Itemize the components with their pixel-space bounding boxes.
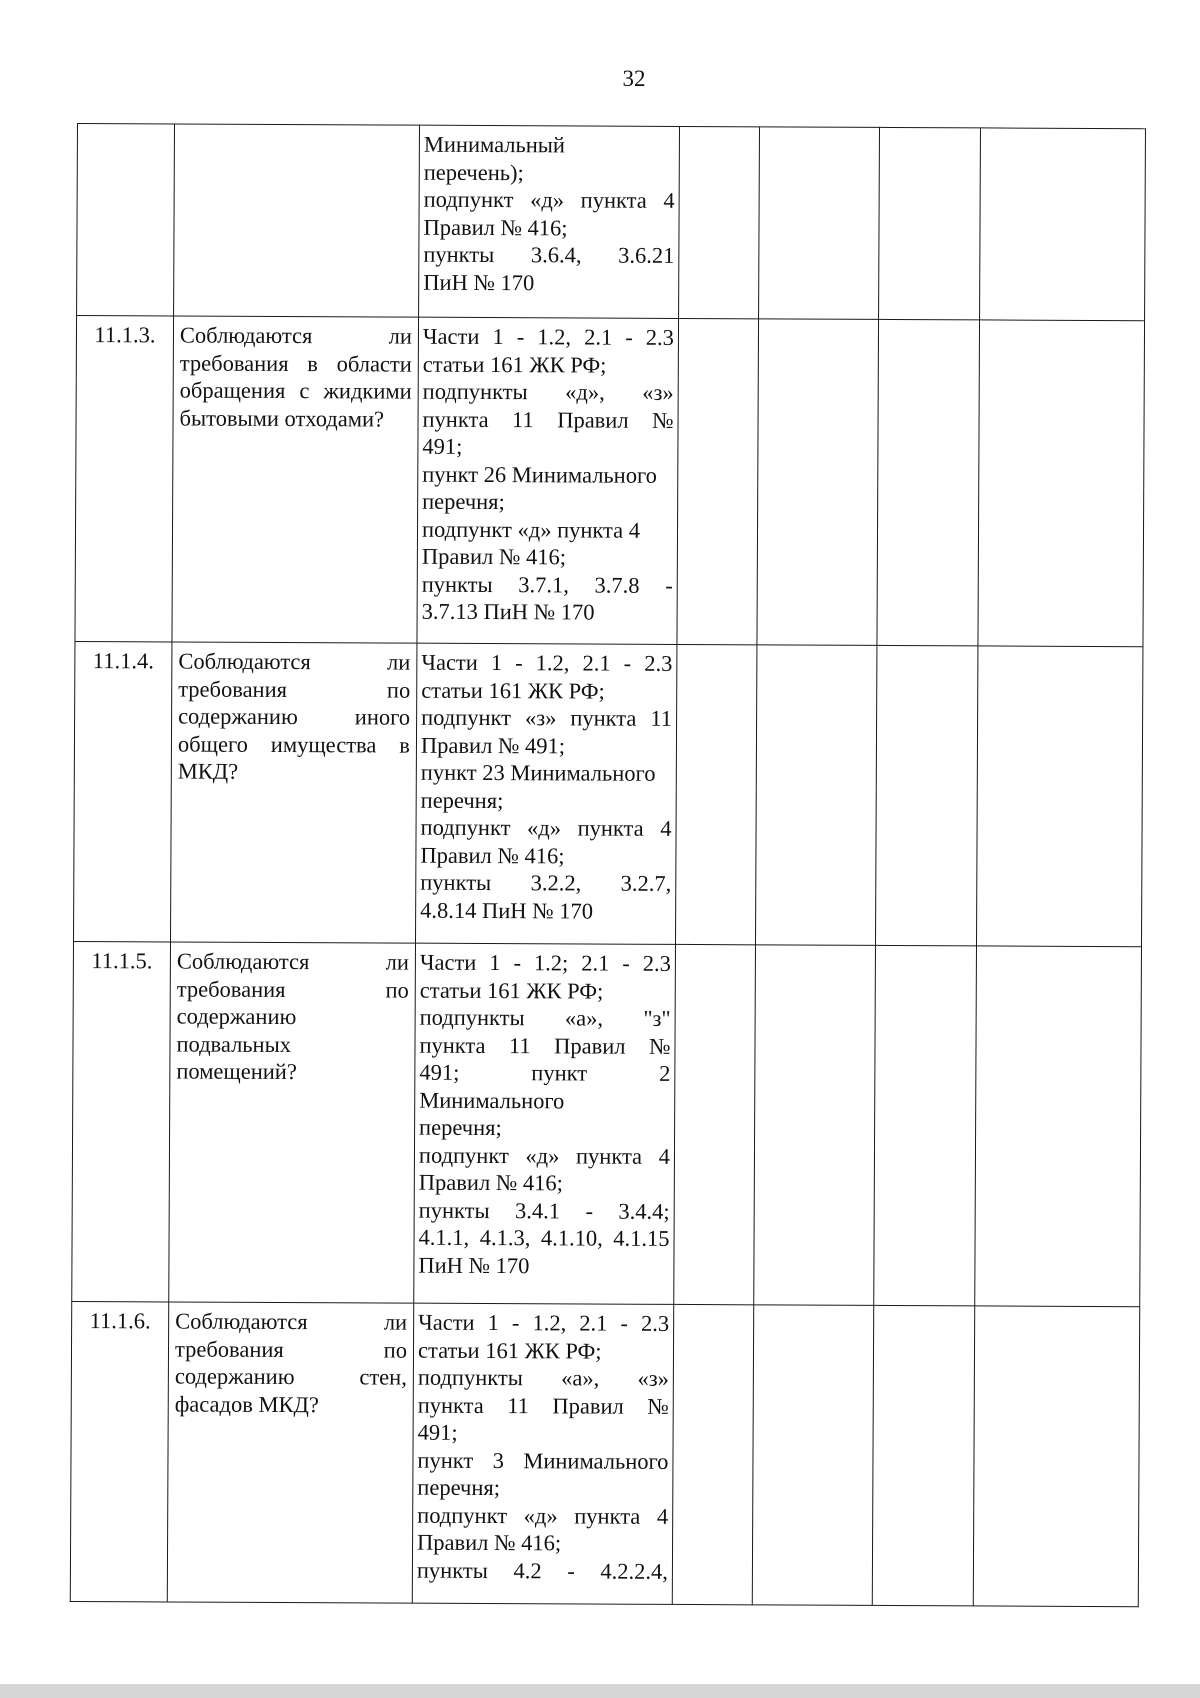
page-number: 32 bbox=[622, 66, 646, 91]
table-body bbox=[70, 124, 1145, 1607]
legal-basis-line: статьи 161 ЖК РФ; bbox=[422, 351, 607, 378]
legal-basis-line: Части 1 - 1.2, 2.1 - 2.3 bbox=[422, 323, 675, 350]
legal-basis-line: Части 1 - 1.2, 2.1 - 2.3 bbox=[421, 649, 673, 676]
empty-cell bbox=[872, 1305, 974, 1605]
legal-basis-line: пункты 3.4.1 - 3.4.4; bbox=[418, 1197, 670, 1224]
legal-basis-line: пункты 3.7.1, 3.7.8 - bbox=[421, 571, 673, 598]
legal-basis-line: Правил № 416; bbox=[421, 543, 567, 570]
empty-cell bbox=[679, 126, 760, 318]
item-number: 11.1.5. bbox=[72, 941, 171, 1301]
legal-basis-line: 491; bbox=[422, 433, 463, 459]
legal-basis-line: подпункт «д» пункта 4 bbox=[420, 814, 672, 841]
legal-basis bbox=[414, 943, 676, 1304]
empty-cell bbox=[978, 320, 1145, 647]
legal-basis-line: подпункты «д», «з» bbox=[422, 378, 674, 405]
legal-basis bbox=[417, 317, 679, 644]
empty-cell bbox=[754, 945, 876, 1306]
legal-basis-line: пункта 11 Правил № bbox=[417, 1392, 669, 1419]
empty-cell bbox=[874, 945, 977, 1305]
legal-basis bbox=[415, 643, 676, 944]
legal-basis-line: пункт 3 Минимального bbox=[417, 1447, 669, 1474]
legal-basis-line: 4.8.14 ПиН № 170 bbox=[420, 897, 594, 924]
item-number: 11.1.4. bbox=[74, 641, 172, 941]
table-row bbox=[70, 1301, 1139, 1606]
legal-basis-line: Правил № 491; bbox=[420, 732, 566, 758]
legal-basis-line: перечня; bbox=[419, 1114, 502, 1141]
legal-basis-line: 491; пункт 2 bbox=[419, 1059, 671, 1086]
legal-basis-line: Правил № 416; bbox=[423, 214, 568, 240]
empty-cell bbox=[875, 645, 977, 945]
legal-basis-line: перечня; bbox=[417, 1474, 501, 1501]
requirement-question: Соблюдаются ли требования по содержанию подвальных помещений? bbox=[169, 942, 416, 1303]
item-number bbox=[77, 124, 175, 316]
empty-cell bbox=[877, 319, 980, 645]
legal-basis-line: Части 1 - 1.2; 2.1 - 2.3 bbox=[419, 949, 671, 976]
empty-cell bbox=[755, 645, 876, 946]
legal-basis-line: подпункт «д» пункта 4 bbox=[423, 186, 675, 213]
legal-basis-line: 4.1.1, 4.1.3, 4.1.10, 4.1.15 bbox=[418, 1224, 670, 1251]
legal-basis-line: пункты 3.2.2, 3.2.7, bbox=[420, 869, 672, 896]
legal-basis-line: 491; bbox=[417, 1419, 458, 1445]
empty-cell bbox=[677, 318, 759, 644]
legal-basis-line: подпункт «д» пункта 4 bbox=[421, 516, 641, 543]
empty-cell bbox=[672, 1304, 753, 1604]
requirement-question: Соблюдаются ли требования по содержанию стен, фасадов МКД? bbox=[167, 1302, 413, 1603]
table-row bbox=[74, 641, 1143, 946]
legal-basis-line: Минимальный bbox=[423, 131, 566, 158]
legal-basis bbox=[419, 125, 680, 318]
legal-basis-line: Правил № 416; bbox=[420, 842, 565, 868]
legal-basis-line: пункт 26 Минимального bbox=[422, 461, 658, 488]
empty-cell bbox=[879, 127, 981, 319]
empty-cell bbox=[759, 127, 880, 320]
legal-basis-line: статьи 161 ЖК РФ; bbox=[421, 677, 605, 704]
requirement-question bbox=[174, 124, 420, 317]
legal-basis-line: пункты 3.6.4, 3.6.21 bbox=[423, 241, 675, 268]
legal-basis-line: Правил № 416; bbox=[417, 1529, 562, 1556]
item-number: 11.1.3. bbox=[75, 316, 174, 642]
empty-cell bbox=[752, 1305, 873, 1606]
legal-basis-line: перечня; bbox=[422, 488, 505, 515]
requirement-question: Соблюдаются ли требования в области обращения с жидкими бытовыми отходами? bbox=[172, 316, 419, 643]
empty-cell bbox=[976, 646, 1142, 947]
legal-basis-line: Правил № 416; bbox=[418, 1169, 563, 1196]
requirement-question: Соблюдаются ли требования по содержанию иного общего имущества в МКД? bbox=[170, 642, 416, 943]
legal-basis bbox=[412, 1303, 673, 1604]
empty-cell bbox=[980, 128, 1146, 321]
legal-basis-line: подпункты «а», "з" bbox=[419, 1004, 671, 1031]
legal-basis-line: ПиН № 170 bbox=[418, 1252, 530, 1278]
legal-basis-line: пункты 4.2 - 4.2.2.4, bbox=[416, 1557, 668, 1584]
empty-cell bbox=[975, 946, 1142, 1307]
legal-basis-line: статьи 161 ЖК РФ; bbox=[419, 977, 604, 1004]
legal-basis-line: подпункт «з» пункта 11 bbox=[421, 704, 673, 731]
legal-basis-line: подпункт «д» пункта 4 bbox=[417, 1502, 669, 1529]
legal-basis-line: пункта 11 Правил № bbox=[419, 1032, 671, 1059]
empty-cell bbox=[757, 319, 879, 646]
legal-basis-line: пункт 23 Минимального bbox=[420, 759, 656, 786]
table-row bbox=[72, 941, 1142, 1306]
legal-basis-line: перечень); bbox=[423, 159, 524, 185]
legal-basis-line: перечня; bbox=[420, 787, 504, 813]
legal-basis-line: 3.7.13 ПиН № 170 bbox=[421, 598, 595, 625]
table-row bbox=[75, 316, 1145, 647]
legal-basis-line: Минимального bbox=[419, 1087, 565, 1113]
scan-bottom-edge bbox=[0, 1684, 1200, 1698]
legal-basis-line: статьи 161 ЖК РФ; bbox=[417, 1337, 602, 1364]
table-row bbox=[77, 124, 1146, 321]
legal-basis-line: подпункты «а», «з» bbox=[417, 1364, 669, 1391]
legal-basis-line: ПиН № 170 bbox=[423, 269, 535, 295]
empty-cell bbox=[674, 944, 756, 1304]
legal-basis-line: подпункт «д» пункта 4 bbox=[418, 1142, 671, 1169]
legal-basis-line: Части 1 - 1.2, 2.1 - 2.3 bbox=[418, 1309, 670, 1336]
item-number: 11.1.6. bbox=[70, 1301, 168, 1601]
legal-basis-line: пункта 11 Правил № bbox=[422, 406, 674, 433]
empty-cell bbox=[973, 1306, 1139, 1607]
checklist-table bbox=[70, 123, 1146, 1607]
empty-cell bbox=[675, 644, 756, 944]
